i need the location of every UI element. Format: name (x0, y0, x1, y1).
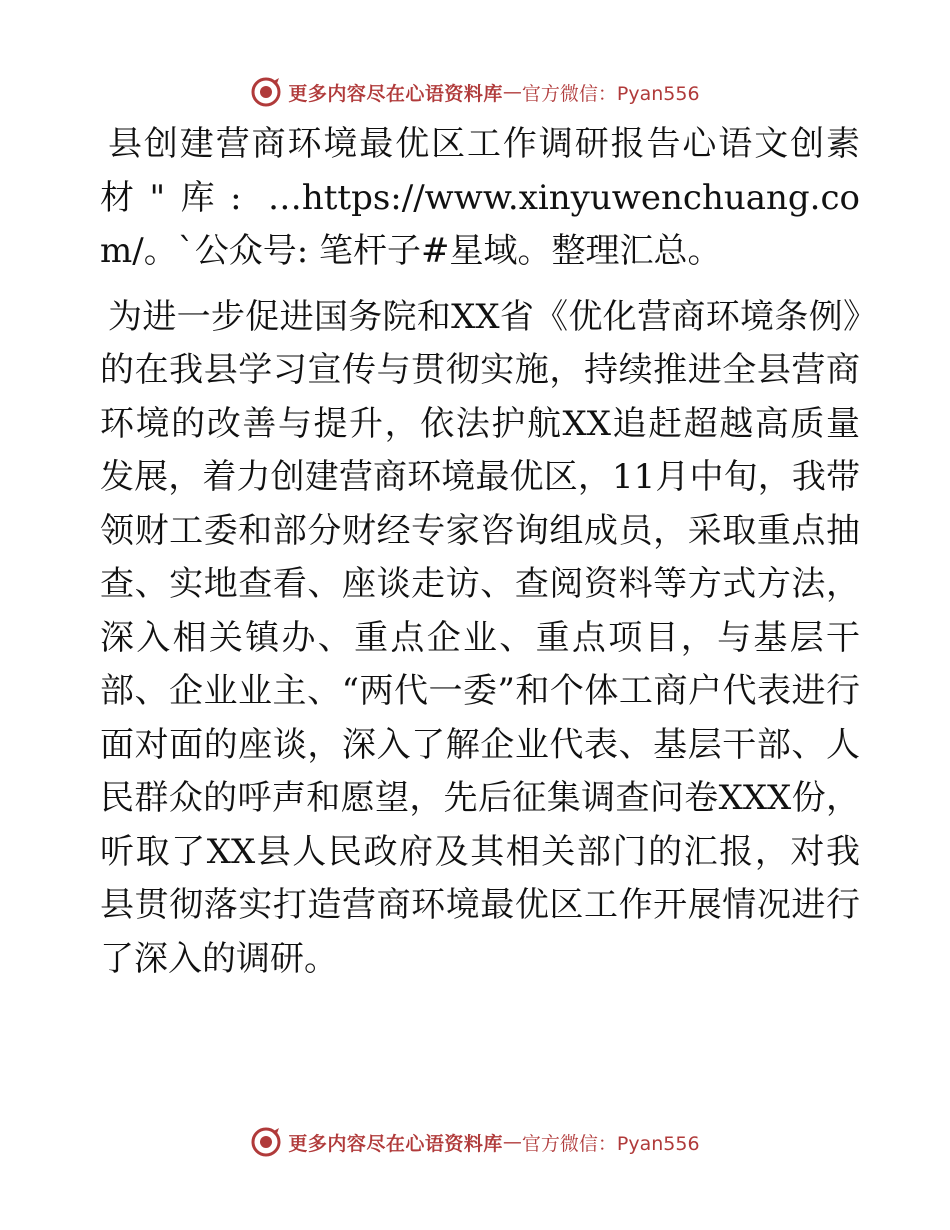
header-banner (0, 72, 950, 112)
banner-separator: — (502, 81, 522, 103)
red-circle-logo-icon (250, 76, 282, 108)
banner-contact: 官方微信：Pyan556 (521, 1132, 700, 1155)
banner-text: 更多内容尽在心语资料库 (288, 82, 503, 105)
intro-paragraph: 县创建营商环境最优区工作调研报告心语文创素材"库: …https://www.xinyuwenchuang.com/。`公众号: 笔杆子#星域。整理汇总。 (100, 124, 860, 271)
footer-banner (0, 1122, 950, 1162)
banner-separator: — (502, 1131, 522, 1153)
body-paragraph: 为进一步促进国务院和XX省《优化营商环境条例》的在我县学习宣传与贯彻实施，持续推进全县营商环境的改善与提升，依法护航XX追赶超越高质量发展，着力创建营商环境最优区，11月中旬，我带领财工委和部分财经专家咨询组成员，采取重点抽查、实地查看、座谈走访、查阅资料等方式方法，深入相关镇办、重点企业、重点项目，与基层干部、企业业主、“两代一委”和个体工商户代表进行面对面的座谈，深入了解企业代表、基层干部、人民群众的呼声和愿望，先后征集调查问卷XXX份，听取了XX县人民政府及其相关部门的汇报，对我县贯彻落实打造营商环境最优区工作开展情况进行了深入的调研。 (100, 296, 860, 979)
banner-text: 更多内容尽在心语资料库 (288, 1132, 503, 1155)
red-circle-logo-icon (250, 1126, 282, 1158)
banner-contact: 官方微信：Pyan556 (521, 82, 700, 105)
document-body (100, 118, 860, 986)
